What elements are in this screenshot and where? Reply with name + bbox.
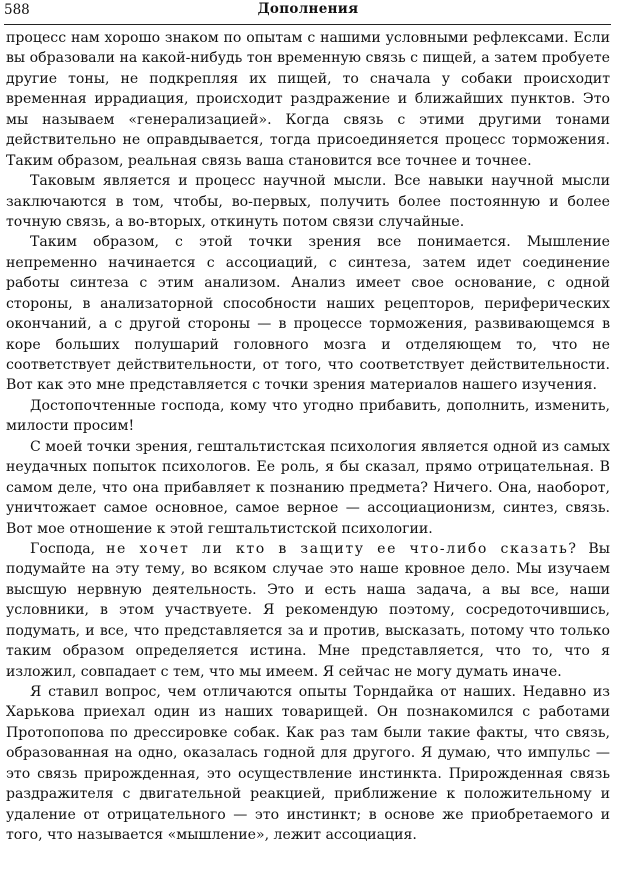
paragraph [6, 396, 610, 437]
paragraph [6, 437, 610, 539]
spaced-emphasis: не хочет ли кто в защиту ее что-либо сказать? [106, 540, 578, 557]
paragraph [6, 171, 610, 232]
header-rule [4, 24, 611, 25]
paragraph [6, 28, 610, 171]
text-run: Таковым является и процесс научной мысли. Все навыки научной мысли заключаются в том, чтобы, во-первых, получить более постоянную и более точную связь, а во-вторых, откинуть потом связи случайные. [6, 173, 610, 230]
paragraph [6, 682, 610, 846]
text-run: Вы подумайте на эту тему, во всяком случае это наше кровное дело. Мы изучаем высшую нервную деятельность. Это и есть наша задача, а вы все, наши условники, в этом участвуете. Я рекомендую поэтому, сосредоточившись, подумать, и все, что представляется за и против, высказать, потому что только таким образом определяется истина. Мне представляется, что то, что я изложил, совпадает с тем, что мы имеем. Я сейчас не могу думать иначе. [6, 540, 610, 680]
text-run: Достопочтенные господа, кому что угодно прибавить, дополнить, изменить, милости просим! [6, 397, 610, 435]
page-header [4, 0, 612, 22]
page-number: 588 [4, 2, 30, 18]
text-run: С моей точки зрения, гештальтистская психология является одной из самых неудачных попыток психологов. Ее роль, я бы сказал, прямо отрицательная. В самом деле, что она прибавляет к познанию предмета? Ничего. Она, наоборот, уничтожает самое основное, самое верное — ассоциационизм, синтез, связь. Вот мое отношение к этой гештальтистской психологии. [6, 438, 610, 537]
text-run: Таким образом, с этой точки зрения все понимается. Мышление непременно начинается с ассоциаций, с синтеза, затем идет соединение работы синтеза с этим анализом. Анализ имеет свое основание, с одной стороны, в анализаторной способности наших рецепторов, периферических окончаний, а с другой стороны — в процессе торможения, развивающемся в коре больших полушарий головного мозга и отделяющем то, что не соответствует действительности, от того, что соответствует действительности. Вот как это мне представляется с точки зрения материалов нашего изучения. [6, 234, 610, 394]
text-run: Господа, [30, 540, 107, 557]
page-body [6, 28, 610, 846]
paragraph [6, 232, 610, 396]
text-run: процесс нам хорошо знаком по опытам с нашими условными рефлексами. Если вы образовали на какой-нибудь тон временную связь с пищей, а затем пробуете другие тоны, не подкрепляя их пищей, то сначала у собаки происходит временная иррадиация, происходит раздражение и ближайших пунктов. Это мы называем «генерализацией». Когда связь с этими другими тонами действительно не оправдывается, тогда присоединяется процесс торможения. Таким образом, реальная связь ваша становится все точнее и точнее. [6, 30, 610, 169]
running-title: Дополнения [257, 1, 359, 17]
text-run: Я ставил вопрос, чем отличаются опыты Торндайка от наших. Недавно из Харькова приехал один из наших товарищей. Он познакомился с работами Протопопова по дрессировке собак. Как раз там были такие факты, что связь, образованная на одно, оказалась годной для другого. Я думаю, что импульс — это связь прирожденная, это осуществление инстинкта. Прирожденная связь раздражителя с двигательной реакцией, приближение к положительному и удаление от отрицательного — это инстинкт; в основе же приобретаемого и того, что называется «мышление», лежит ассоциация. [6, 684, 610, 844]
paragraph [6, 539, 610, 682]
